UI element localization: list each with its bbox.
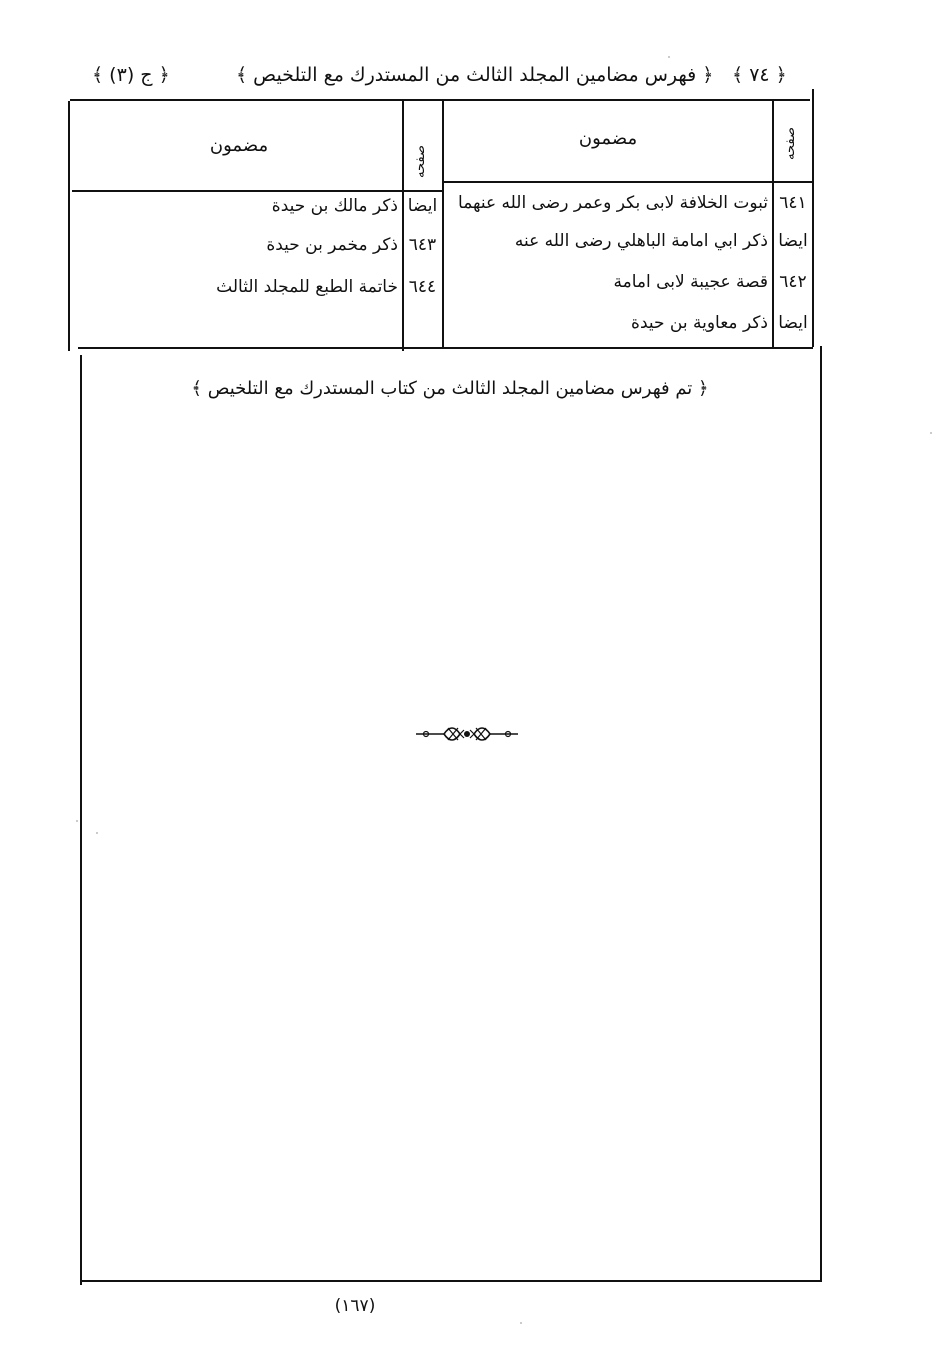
left-row-3-page: ٦٤٤ — [408, 277, 437, 297]
right-page-col-header: صفحه — [783, 127, 798, 160]
left-content-col-header: مضمون — [209, 135, 269, 156]
header-title: ﴿ فهرس مضامين المجلد الثالث من المستدرك مع التلخيص ﴾ — [236, 64, 714, 86]
grid-divider-center — [442, 101, 444, 349]
grid-bottom-rule — [78, 347, 813, 349]
right-row-4-page: ايضا — [778, 313, 808, 333]
right-row-3-page: ٦٤٢ — [779, 272, 807, 292]
frame-top-border — [70, 99, 810, 101]
frame-left-border-lower — [80, 355, 82, 1285]
right-row-2-content: ذكر ابي امامة الباهلي رضى الله عنه — [514, 231, 768, 251]
scan-speck — [520, 1322, 522, 1324]
scan-speck — [668, 56, 670, 58]
right-row-2-page: ايضا — [778, 231, 808, 251]
right-row-3-content: قصة عجيبة لابى امامة — [613, 272, 768, 292]
scan-speck — [96, 832, 98, 834]
footer-page-number: (١٦٧) — [334, 1296, 376, 1316]
grid-header-rule-right — [442, 181, 812, 183]
right-content-col-header: مضمون — [578, 128, 638, 149]
left-row-3-content: خاتمة الطبع للمجلد الثالث — [216, 277, 398, 297]
header-page-number: ﴿ ٧٤ ﴾ — [732, 64, 787, 86]
right-row-1-page: ٦٤١ — [779, 193, 807, 213]
frame-right-border-lower — [820, 346, 822, 1281]
left-row-2-content: ذكر مخمر بن حيدة — [266, 235, 398, 255]
scan-speck — [930, 432, 932, 434]
grid-divider-right-page-col — [772, 101, 774, 347]
right-row-4-content: ذكر معاوية بن حيدة — [631, 313, 768, 333]
grid-header-rule-left — [72, 190, 442, 192]
frame-left-border — [68, 101, 70, 351]
left-row-2-page: ٦٤٣ — [408, 235, 437, 255]
left-row-1-page: ايضا — [407, 196, 438, 216]
frame-bottom-border — [82, 1280, 822, 1282]
left-page-col-header: صفحه — [413, 145, 428, 178]
ornament-divider-icon — [414, 716, 520, 752]
frame-right-border — [812, 89, 814, 347]
closing-note: ﴿ تم فهرس مضامين المجلد الثالث من كتاب المستدرك مع التلخيص ﴾ — [191, 378, 709, 399]
right-row-1-content: ثبوت الخلافة لابى بكر وعمر رضى الله عنهما — [458, 193, 768, 213]
left-row-1-content: ذكر مالك بن حيدة — [271, 196, 398, 216]
header-volume: ﴿ ج (٣) ﴾ — [92, 64, 170, 86]
scan-speck — [76, 820, 78, 822]
grid-divider-left-page-col — [402, 101, 404, 351]
